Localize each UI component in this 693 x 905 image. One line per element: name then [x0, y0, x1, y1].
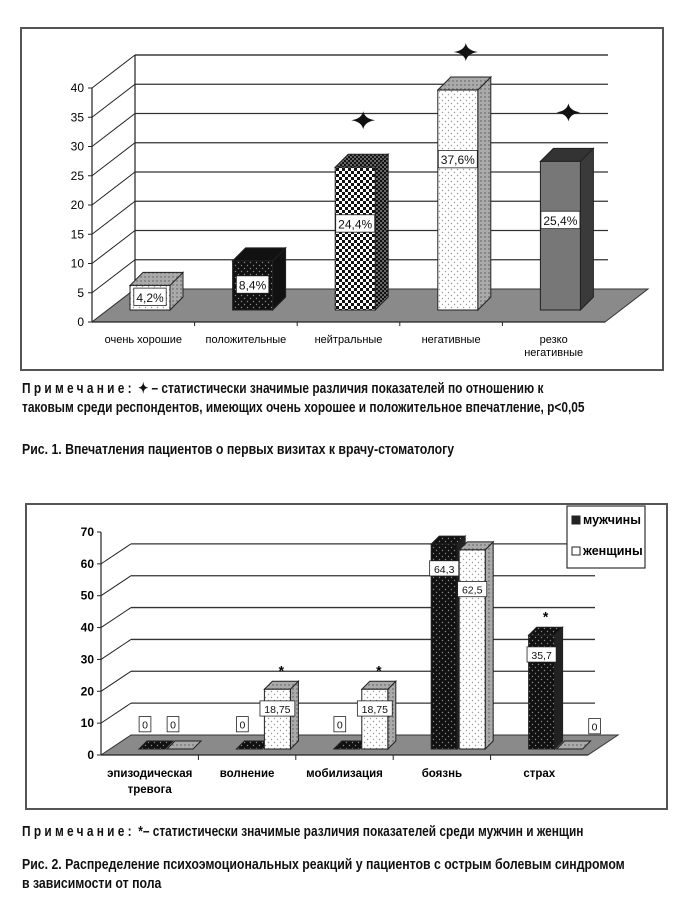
y-tick-label: 25 [70, 168, 84, 183]
x-tick-label: нейтральные [314, 334, 383, 346]
figure1-caption: Рис. 1. Впечатления пациентов о первых визитах к врачу-стоматологу [22, 441, 455, 458]
data-label: 24,4% [338, 217, 373, 232]
x-tick-label: резко [539, 334, 568, 346]
bar-women-front [362, 689, 388, 749]
significance-asterisk: * [376, 662, 382, 679]
depth-line [101, 671, 131, 691]
data-label: 37,6% [440, 153, 475, 168]
data-label: 0 [591, 721, 598, 734]
data-label: 0 [142, 719, 148, 732]
note-text-line2: таковым среди респондентов, имеющих очень хорошее и положительное впечатление, p<0,05 [22, 400, 585, 416]
bar-men-side [555, 627, 563, 749]
data-label: 0 [170, 719, 176, 732]
bar-women-side [485, 542, 493, 749]
legend-swatch-men [572, 516, 580, 524]
y-tick-label: 30 [80, 652, 94, 667]
data-label: 62,5 [461, 584, 483, 597]
caption-line1: Рис. 2. Распределение психоэмоциональных реакций у пациентов с острым болевым синдромом [22, 856, 625, 873]
y-tick-label: 20 [70, 198, 84, 212]
y-tick-label: 20 [80, 684, 94, 699]
data-label: 4,2% [136, 290, 164, 305]
note-text: *– статистически значимые различия показателей среди мужчин и женщин [138, 824, 584, 840]
data-label: 0 [336, 719, 343, 732]
depth-line [101, 576, 131, 596]
depth-line [101, 703, 131, 723]
y-tick-label: 15 [70, 227, 84, 242]
x-tick-label: положительные [205, 334, 287, 346]
x-tick-label: негативные [421, 334, 481, 346]
note-text: – статистически значимые различия показателей по отношению к [151, 381, 544, 397]
figure2-caption [22, 855, 625, 893]
depth-line [101, 608, 131, 628]
x-tick-label: мобилизация [306, 768, 383, 780]
y-tick-label: 60 [80, 556, 94, 571]
y-tick-label: 50 [80, 588, 94, 603]
x-tick-label: страх [523, 768, 556, 780]
x-tick-label: очень хорошие [104, 334, 183, 346]
legend-swatch-women [572, 547, 580, 555]
x-tick-label: волнение [219, 768, 275, 780]
y-tick-label: 10 [70, 256, 84, 271]
data-label: 0 [239, 719, 246, 732]
x-tick-label: эпизодическая [107, 768, 193, 780]
x-tick-label: тревога [127, 784, 172, 796]
y-tick-label: 40 [80, 620, 94, 635]
data-label: 18,75 [361, 703, 388, 716]
legend-label: мужчины [583, 513, 641, 527]
bar-women-front [459, 550, 485, 749]
y-tick-label: 0 [77, 315, 84, 329]
y-tick-label: 35 [70, 110, 84, 125]
significance-asterisk: * [278, 662, 285, 679]
x-tick-label: негативные [524, 347, 584, 359]
figure2-note [22, 823, 584, 842]
data-label: 8,4% [238, 278, 267, 293]
data-label: 64,3 [433, 563, 455, 576]
depth-line [101, 544, 131, 564]
caption-line2: в зависимости от пола [22, 875, 162, 892]
note-label: Примечание: [22, 824, 135, 840]
bar-women-front [264, 689, 290, 749]
significance-asterisk: * [542, 608, 549, 625]
y-tick-label: 10 [80, 716, 94, 731]
data-label: 25,4% [543, 214, 578, 229]
y-tick-label: 70 [80, 525, 94, 539]
y-tick-label: 40 [70, 81, 84, 95]
legend-label: женщины [583, 544, 643, 558]
data-label: 35,7 [531, 649, 552, 662]
y-tick-label: 30 [70, 139, 84, 154]
y-tick-label: 0 [87, 748, 94, 762]
depth-line [101, 639, 131, 659]
x-tick-label: боязнь [421, 768, 463, 780]
note-label: Примечание: [22, 381, 135, 397]
data-label: 18,75 [264, 703, 291, 716]
y-tick-label: 5 [77, 285, 84, 300]
significance-star-icon: ✦ [138, 381, 149, 397]
